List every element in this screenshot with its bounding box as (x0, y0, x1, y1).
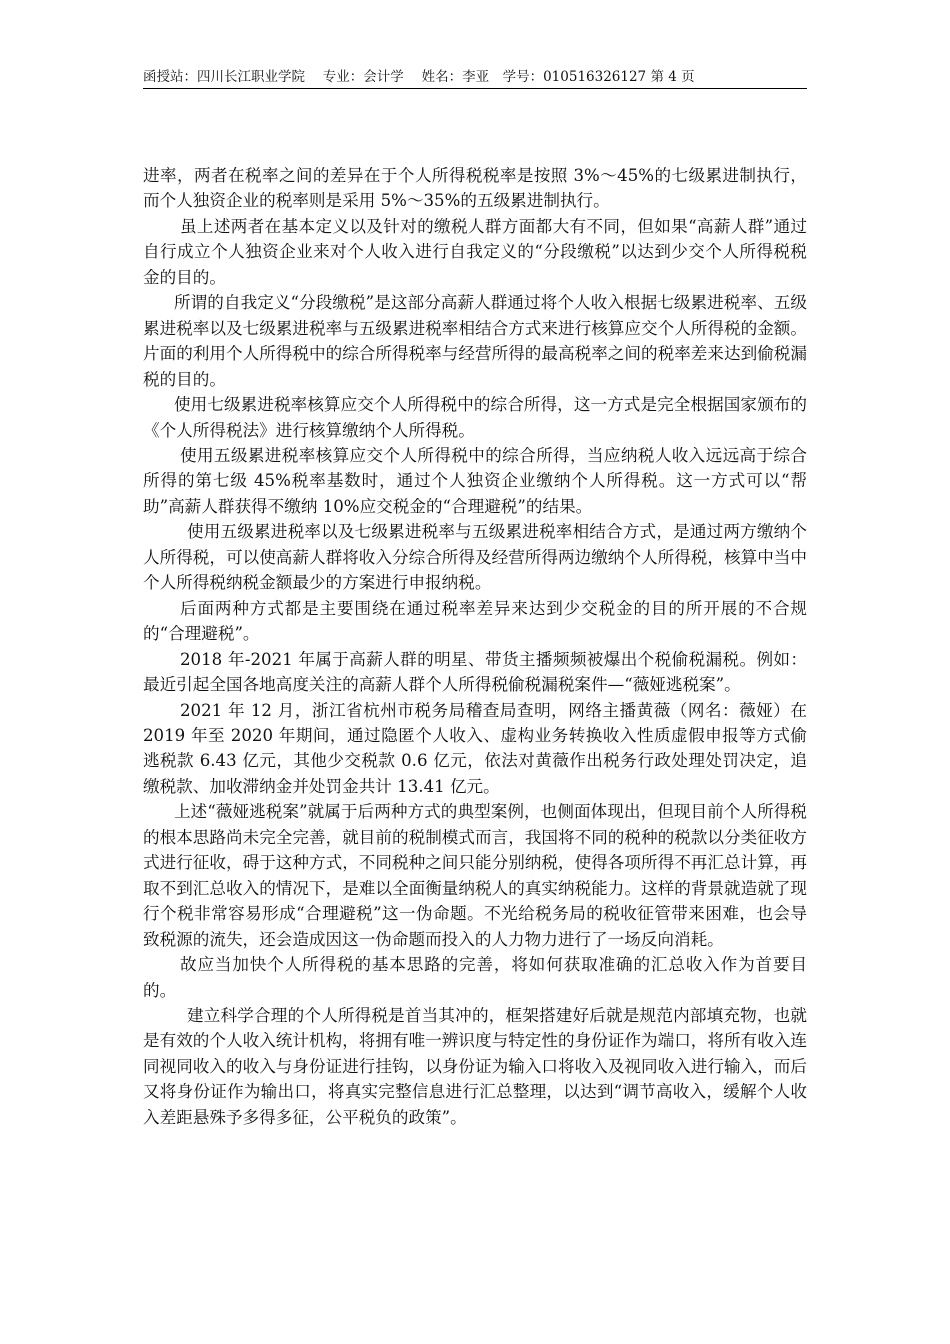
document-body (143, 163, 807, 1130)
paragraph-6: 使用五级累进税率以及七级累进税率与五级累进税率相结合方式，是通过两方缴纳个人所得税，可以使高薪人群将收入分综合所得及经营所得两边缴纳个人所得税，核算中当中个人所得税纳税金额最少的方案进行申报纳税。 (143, 522, 807, 593)
paragraph-11: 故应当加快个人所得税的基本思路的完善，将如何获取准确的汇总收入作为首要目的。 (143, 955, 807, 1000)
paragraph-7: 后面两种方式都是主要围绕在通过税率差异来达到少交税金的目的所开展的不合规的“合理避税”。 (143, 598, 807, 644)
paragraph-8: 2018 年-2021 年属于高薪人群的明星、带货主播频频被爆出个税偷税漏税。例如：最近引起全国各地高度关注的高薪人群个人所得税偷税漏税案件—“薇娅逃税案”。 (143, 649, 807, 695)
paragraph-5: 使用五级累进税率核算应交个人所得税中的综合所得，当应纳税人收入远远高于综合所得的第七级 45%税率基数时，通过个人独资企业缴纳个人所得税。这一方式可以“帮助”高薪人群获得不缴纳 10%应交税金的“合理避税”的结果。 (143, 445, 807, 516)
paragraph-9: 2021 年 12 月，浙江省杭州市税务局稽查局查明，网络主播黄薇（网名：薇娅）在 2019 年至 2020 年期间，通过隐匿个人收入、虚构业务转换收入性质虚假申报等方式偷逃税款 6.43 亿元，其他少交税款 0.6 亿元，依法对黄薇作出税务行政处理处罚决定，追缴税款、加收滞纳金并处罚金共计 13.41 亿元。 (143, 700, 807, 796)
header-divider (143, 88, 807, 89)
paragraph-4: 使用七级累进税率核算应交个人所得税中的综合所得，这一方式是完全根据国家颁布的《个人所得税法》进行核算缴纳个人所得税。 (143, 395, 807, 440)
paragraph-3: 所谓的自我定义“分段缴税”是这部分高薪人群通过将个人收入根据七级累进税率、五级累进税率以及七级累进税率与五级累进税率相结合方式来进行核算应交个人所得税的金额。片面的利用个人所得税中的综合所得税率与经营所得的最高税率之间的税率差来达到偷税漏税的目的。 (143, 293, 807, 389)
paragraph-1: 进率，两者在税率之间的差异在于个人所得税税率是按照 3%～45%的七级累进制执行，而个人独资企业的税率则是采用 5%～35%的五级累进制执行。 (143, 166, 807, 211)
paragraph-2: 虽上述两者在基本定义以及针对的缴税人群方面都大有不同，但如果“高薪人群”通过自行成立个人独资企业来对个人收入进行自我定义的“分段缴税”以达到少交个人所得税税金的目的。 (143, 216, 807, 287)
page-header: 函授站：四川长江职业学院 专业：会计学 姓名：李亚 学号：010516326127 第 4 页 (143, 69, 695, 85)
paragraph-12: 建立科学合理的个人所得税是首当其冲的，框架搭建好后就是规范内部填充物，也就是有效的个人收入统计机构，将拥有唯一辨识度与特定性的身份证作为端口，将所有收入连同视同收入的收入与身份证进行挂钩，以身份证为输入口将收入及视同收入进行输入，而后又将身份证作为输出口，将真实完整信息进行汇总整理，以达到“调节高收入，缓解个人收入差距悬殊予多得多征，公平税负的政策”。 (143, 1005, 807, 1127)
paragraph-10: 上述“薇娅逃税案”就属于后两种方式的典型案例，也侧面体现出，但现目前个人所得税的根本思路尚未完全完善，就目前的税制模式而言，我国将不同的税种的税款以分类征收方式进行征收，碍于这种方式，不同税种之间只能分别纳税，使得各项所得不再汇总计算，再取不到汇总收入的情况下，是难以全面衡量纳税人的真实纳税能力。这样的背景就造就了现行个税非常容易形成“合理避税”这一伪命题。不光给税务局的税收征管带来困难，也会导致税源的流失，还会造成因这一伪命题而投入的人力物力进行了一场反向消耗。 (143, 802, 807, 949)
